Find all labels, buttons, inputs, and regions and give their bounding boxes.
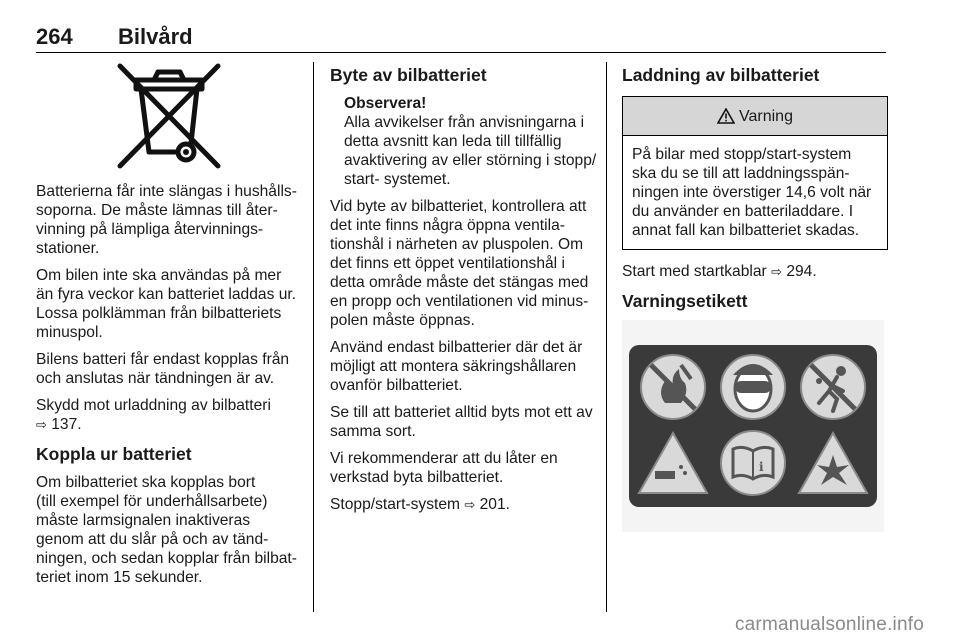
subsection-heading: Varningsetikett <box>622 291 748 311</box>
page-title: Bilvård <box>118 24 193 49</box>
crossed-out-wheelie-bin-icon <box>36 62 302 172</box>
disconnect-paragraph: Om bilbatteriet ska kopplas bort (till exempel för underhållsarbete) måste larmsignalen inaktiveras genom att du slår på och av tänd- ningen, och sedan kopplar från bilbat- teriet inom 15 sekunder. <box>36 474 297 586</box>
page-reference-link[interactable]: ⇨ 137. <box>36 416 82 433</box>
storage-paragraph: Om bilen inte ska användas på mer än fyra veckor kan batteriet laddas ur. Lossa polklämman från bilbatteriets minuspol. <box>36 267 297 341</box>
same-type-paragraph: Se till att batteriet alltid byts mot ett av samma sort. <box>330 404 593 440</box>
ignition-paragraph: Bilens batteri får endast kopplas från och anslutas när tändningen är av. <box>36 351 290 387</box>
watermark: carmanualsonline.info <box>734 614 924 635</box>
workshop-paragraph: Vi rekommenderar att du låter en verkstad byta bilbatteriet. <box>330 450 558 486</box>
page-header <box>36 22 886 53</box>
note-block: Observera! Alla avvikelser från anvisningarna i detta avsnitt kan leda till tillfällig avaktivering av eller störning i stopp/ start- systemet. <box>344 95 597 188</box>
warning-title: Varning <box>739 107 793 125</box>
keep-children-away-icon <box>801 355 865 419</box>
reference-arrow-icon: ⇨ <box>771 265 782 280</box>
reference-arrow-icon: ⇨ <box>464 498 476 513</box>
warning-header <box>623 97 887 136</box>
column-divider <box>313 62 314 612</box>
fuse-holder-paragraph: Använd endast bilbatterier där det är möjligt att montera säkringshållaren ovanför bilbatteriet. <box>330 339 583 394</box>
disposal-paragraph: Batterierna får inte slängas i hushålls- soporna. De måste lämnas till åter- vinning på lämpliga återvinnings- stationer. <box>36 183 297 257</box>
section-heading: Byte av bilbatteriet <box>330 65 487 85</box>
read-manual-icon <box>721 431 785 495</box>
ventilation-paragraph: Vid byte av bilbatteriet, kontrollera att det inte finns några öppna ventila- tionshål i närheten av pluspolen. Om det finns ett öppet ventilationshål i detta område måste det stängas med en propp och ventilationen vid minus- polen måste öppnas. <box>330 198 589 329</box>
column-3 <box>622 62 888 532</box>
column-divider <box>606 62 607 612</box>
eye-protection-icon <box>721 355 785 419</box>
section-heading: Laddning av bilbatteriet <box>622 65 820 85</box>
warning-box <box>622 96 888 250</box>
reference-arrow-icon: ⇨ <box>36 418 47 433</box>
warning-body: På bilar med stopp/start-system ska du se till att laddningsspän- ningen inte överstiger 14,6 volt när du använder en batteriladdare. I annat fall kan bilbatteriet skadas. <box>632 146 872 239</box>
warning-label-image <box>622 320 884 532</box>
column-1 <box>36 62 302 595</box>
column-2 <box>330 62 598 523</box>
warning-triangle-icon <box>717 108 735 124</box>
jump-start-reference[interactable]: Start med startkablar ⇨ 294. <box>622 263 817 280</box>
note-title: Observera! <box>344 95 427 112</box>
discharge-paragraph: Skydd mot urladdning av bilbatteri ⇨ 137. <box>36 396 302 435</box>
page-number: 264 <box>36 24 73 49</box>
svg-text:i: i <box>759 460 764 474</box>
stop-start-reference[interactable]: Stopp/start-system ⇨ 201. <box>330 496 510 513</box>
no-fire-smoking-icon <box>641 355 705 419</box>
section-heading: Koppla ur batteriet <box>36 444 192 464</box>
